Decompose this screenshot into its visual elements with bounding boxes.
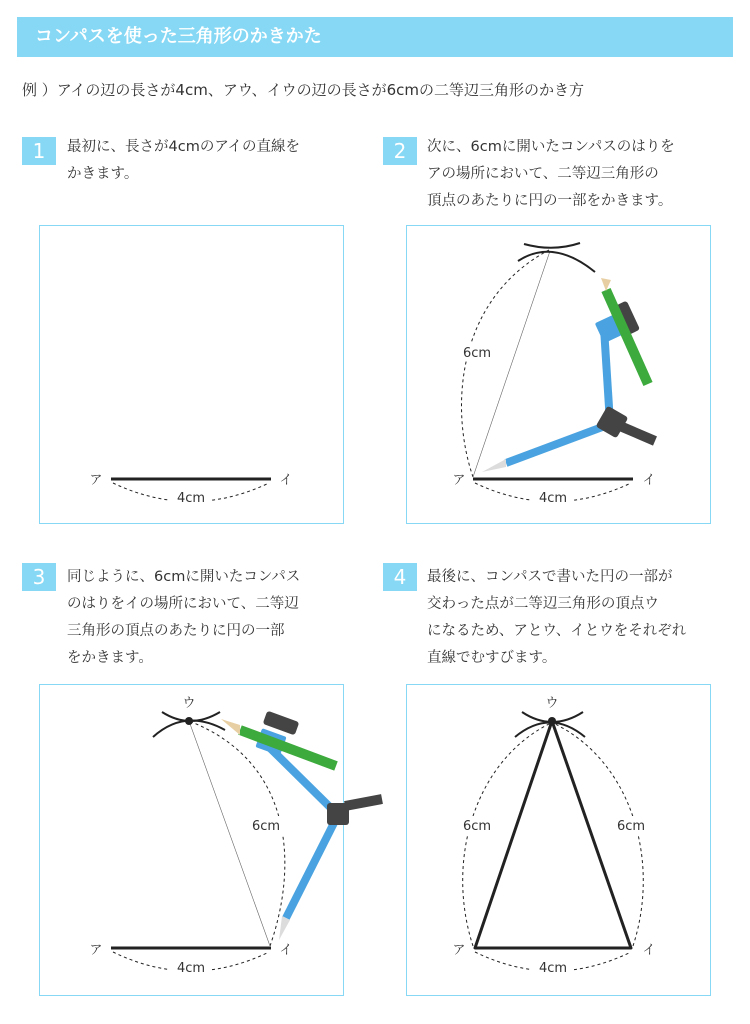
vertex-u-dot xyxy=(548,717,556,725)
diagram-4 xyxy=(452,696,655,976)
compass-icon xyxy=(221,711,382,940)
right-side-length-label: 6cm xyxy=(616,819,646,834)
point-i-label: イ xyxy=(279,943,293,958)
left-side-length-label: 6cm xyxy=(462,819,492,834)
point-u-label: ウ xyxy=(545,696,559,711)
radius-dashed-arc-left xyxy=(463,723,551,946)
compass-arc-mark xyxy=(524,243,580,248)
page-title: コンパスを使った三角形のかきかた xyxy=(35,26,322,47)
point-i-label: イ xyxy=(642,943,656,958)
step-4-text: 最後に、コンパスで書いた円の一部が 交わった点が二等辺三角形の頂点ウ になるため、アとウ、イとウをそれぞれ 直線でむすびます。 xyxy=(427,569,687,666)
step-1-text: 最初に、長さが4cmのアイの直線を かきます。 xyxy=(67,139,301,182)
radius-dashed-arc-right xyxy=(553,723,646,946)
radius-dashed-arc xyxy=(461,250,549,477)
step-3-text: 同じように、6cmに開いたコンパス のはりをイの場所において、二等辺 三角形の頂点のあたりに円の一部 をかきます。 xyxy=(67,569,301,666)
diagram-2 xyxy=(452,243,655,506)
base-length-label: 4cm xyxy=(176,491,206,506)
compass-arc-mark xyxy=(518,252,595,272)
isosceles-triangle xyxy=(475,721,631,948)
diagram-1 xyxy=(89,473,292,506)
step-3-badge: 3 xyxy=(22,563,56,591)
point-a-label: ア xyxy=(89,473,103,488)
point-a-label: ア xyxy=(452,473,466,488)
vertex-u-dot xyxy=(185,717,193,725)
base-length-label: 4cm xyxy=(538,491,568,506)
step-2-text: 次に、6cmに開いたコンパスのはりを アの場所において、二等辺三角形の 頂点のあたりに円の一部をかきます。 xyxy=(427,139,675,209)
side-length-label: 6cm xyxy=(462,346,492,361)
point-i-label: イ xyxy=(279,473,293,488)
base-length-label: 4cm xyxy=(538,961,568,976)
step-4-badge: 4 xyxy=(383,563,417,591)
base-length-label: 4cm xyxy=(176,961,206,976)
step-1-badge: 1 xyxy=(22,137,56,165)
side-length-label: 6cm xyxy=(251,819,281,834)
point-a-label: ア xyxy=(89,943,103,958)
point-i-label: イ xyxy=(642,473,656,488)
diagram-3 xyxy=(89,696,382,976)
point-u-label: ウ xyxy=(182,696,196,711)
example-description: 例 ）アイの辺の長さが4cm、アウ、イウの辺の長さが6cmの二等辺三角形のかき方 xyxy=(22,81,585,99)
point-a-label: ア xyxy=(452,943,466,958)
step-2-badge: 2 xyxy=(383,137,417,165)
radius-line xyxy=(473,251,550,477)
